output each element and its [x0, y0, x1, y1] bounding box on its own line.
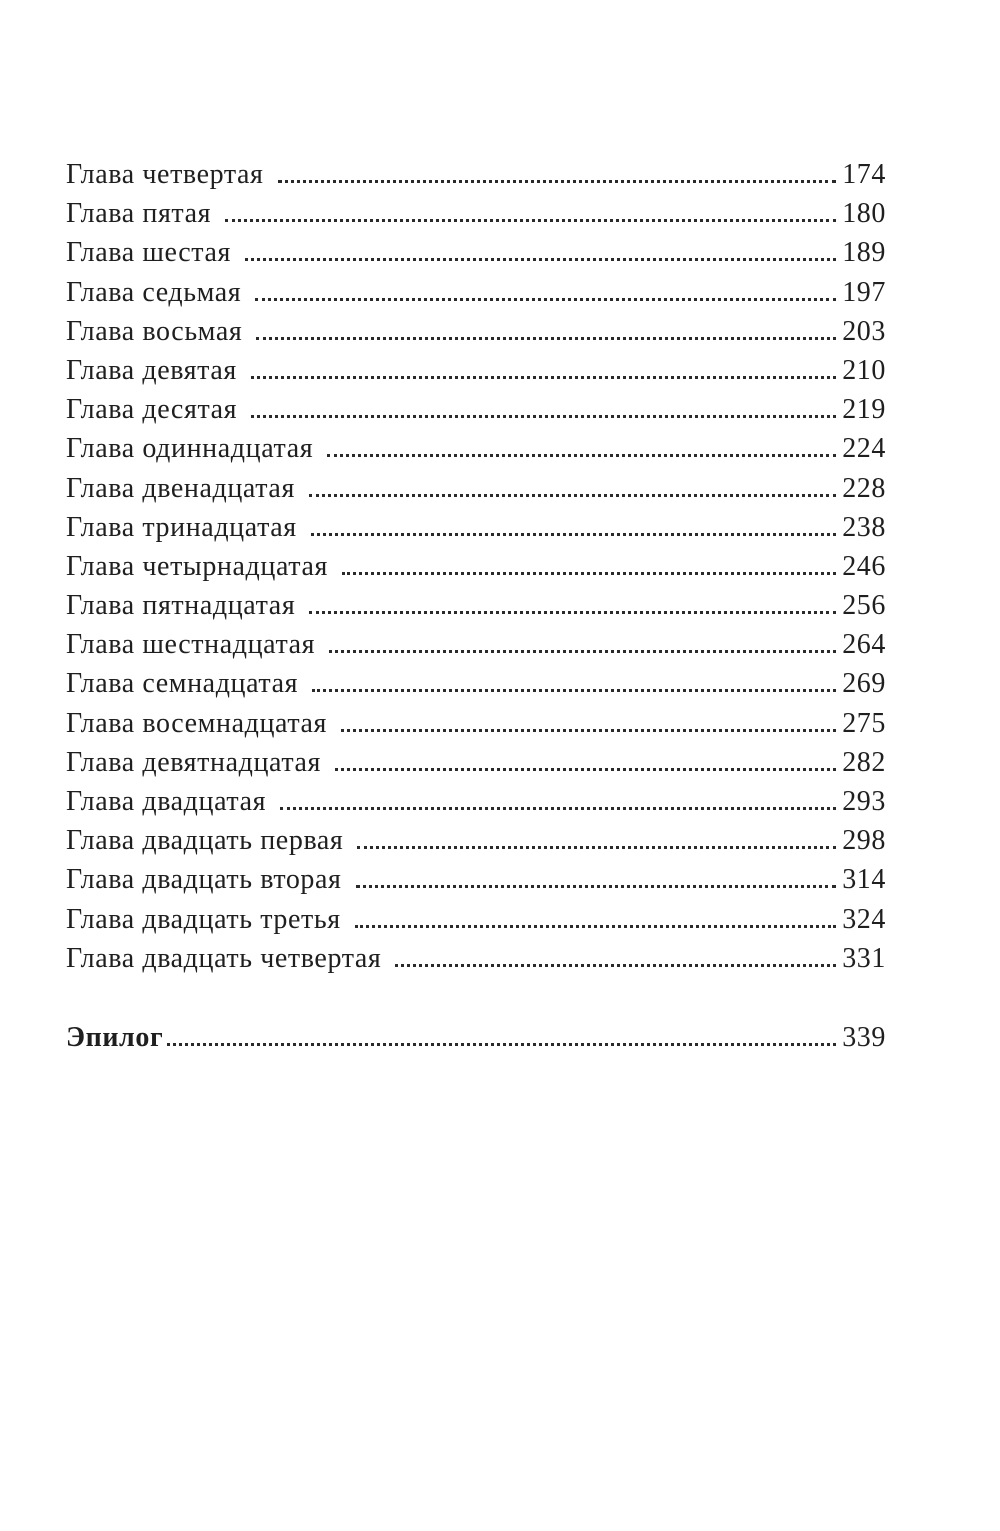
- toc-entry-page: 264: [842, 629, 886, 661]
- toc-entry-title: Глава шестая: [66, 237, 231, 269]
- toc-dot-leader: [251, 376, 836, 379]
- toc-entry-title: Глава двадцать вторая: [66, 864, 342, 896]
- toc-entry-page: 174: [842, 159, 886, 190]
- toc-entry-title: Глава семнадцатая: [66, 668, 299, 700]
- toc-entry[interactable]: [66, 273, 886, 312]
- toc-chapter-list: [66, 155, 886, 978]
- toc-entry[interactable]: [66, 743, 886, 782]
- toc-entry[interactable]: [66, 312, 886, 351]
- toc-dot-leader: [167, 1043, 836, 1046]
- toc-entry-title: Глава восемнадцатая: [66, 707, 328, 739]
- toc-entry-page: 269: [842, 668, 886, 700]
- toc-entry-page: 203: [842, 315, 886, 347]
- toc-epilogue-page: 339: [842, 1021, 886, 1053]
- toc-dot-leader: [341, 729, 836, 732]
- toc-dot-leader: [327, 454, 836, 457]
- toc-entry[interactable]: [66, 429, 886, 468]
- toc-entry[interactable]: [66, 155, 886, 194]
- toc-entry[interactable]: [66, 664, 886, 703]
- toc-entry[interactable]: [66, 704, 886, 743]
- toc-entry[interactable]: [66, 939, 886, 978]
- toc-entry-page: 224: [842, 433, 886, 465]
- toc-entry-title: Глава шестнадцатая: [66, 629, 316, 661]
- toc-entry-page: 246: [842, 550, 886, 582]
- toc-entry[interactable]: [66, 194, 886, 233]
- toc-entry-page: 275: [842, 707, 886, 739]
- toc-entry-page: 293: [842, 786, 886, 817]
- toc-entry-title: Глава двадцать четвертая: [66, 942, 382, 974]
- toc-entry-title: Глава двадцатая: [66, 786, 267, 817]
- toc-entry-page: 210: [842, 354, 886, 386]
- toc-dot-leader: [278, 180, 837, 183]
- toc-dot-leader: [335, 768, 836, 771]
- toc-entry-page: 282: [842, 746, 886, 778]
- toc-entry-title: Глава пятнадцатая: [66, 590, 296, 622]
- toc-dot-leader: [395, 964, 836, 967]
- toc-entry-page: 314: [842, 864, 886, 896]
- toc-dot-leader: [255, 298, 836, 301]
- toc-entry-title: Глава двенадцатая: [66, 472, 295, 504]
- toc-entry[interactable]: [66, 508, 886, 547]
- toc-entry-title: Глава девятая: [66, 354, 237, 386]
- toc-dot-leader: [251, 415, 836, 418]
- toc-dot-leader: [309, 611, 836, 614]
- toc-entry-epilogue[interactable]: [66, 1018, 886, 1057]
- toc-entry-page: 189: [842, 237, 886, 269]
- toc-entry[interactable]: [66, 233, 886, 272]
- toc-entry-title: Глава седьмая: [66, 276, 242, 308]
- toc-entry-title: Глава четырнадцатая: [66, 550, 328, 582]
- toc-entry-page: 228: [842, 472, 886, 504]
- toc-entry-page: 256: [842, 590, 886, 622]
- toc-dot-leader: [245, 258, 836, 261]
- toc-entry-page: 197: [842, 276, 886, 308]
- toc-entry-title: Глава пятая: [66, 198, 212, 230]
- toc-dot-leader: [280, 807, 836, 810]
- toc-entry-title: Глава девятнадцатая: [66, 746, 322, 778]
- toc-entry-title: Глава восьмая: [66, 315, 243, 347]
- toc-entry-page: 238: [842, 511, 886, 543]
- toc-dot-leader: [342, 572, 836, 575]
- toc-entry-title: Глава четвертая: [66, 159, 264, 190]
- toc-entry-title: Глава двадцать первая: [66, 825, 344, 857]
- toc-dot-leader: [225, 219, 836, 222]
- toc-entry[interactable]: [66, 547, 886, 586]
- toc-epilogue-title: Эпилог: [66, 1021, 164, 1053]
- toc-entry-page: 219: [842, 394, 886, 426]
- toc-entry-title: Глава тринадцатая: [66, 511, 297, 543]
- toc-dot-leader: [329, 650, 836, 653]
- toc-entry[interactable]: [66, 900, 886, 939]
- toc-entry[interactable]: [66, 625, 886, 664]
- toc-entry-title: Глава одиннадцатая: [66, 433, 314, 465]
- toc-entry[interactable]: [66, 586, 886, 625]
- toc-entry-page: 180: [842, 198, 886, 230]
- toc-dot-leader: [311, 533, 836, 536]
- toc-entry-title: Глава десятая: [66, 394, 238, 426]
- toc-entry[interactable]: [66, 390, 886, 429]
- toc-entry-page: 324: [842, 903, 886, 935]
- toc-entry[interactable]: [66, 469, 886, 508]
- toc-entry-title: Глава двадцать третья: [66, 903, 341, 935]
- toc-entry[interactable]: [66, 821, 886, 860]
- toc-dot-leader: [256, 337, 836, 340]
- toc-dot-leader: [357, 846, 836, 849]
- toc-entry[interactable]: [66, 782, 886, 821]
- toc-entry-page: 298: [842, 825, 886, 857]
- toc-dot-leader: [312, 689, 836, 692]
- toc-entry-page: 331: [842, 942, 886, 974]
- toc-entry[interactable]: [66, 351, 886, 390]
- table-of-contents: [66, 155, 886, 1057]
- toc-dot-leader: [356, 885, 837, 888]
- toc-dot-leader: [309, 494, 836, 497]
- toc-entry[interactable]: [66, 860, 886, 899]
- toc-dot-leader: [355, 925, 836, 928]
